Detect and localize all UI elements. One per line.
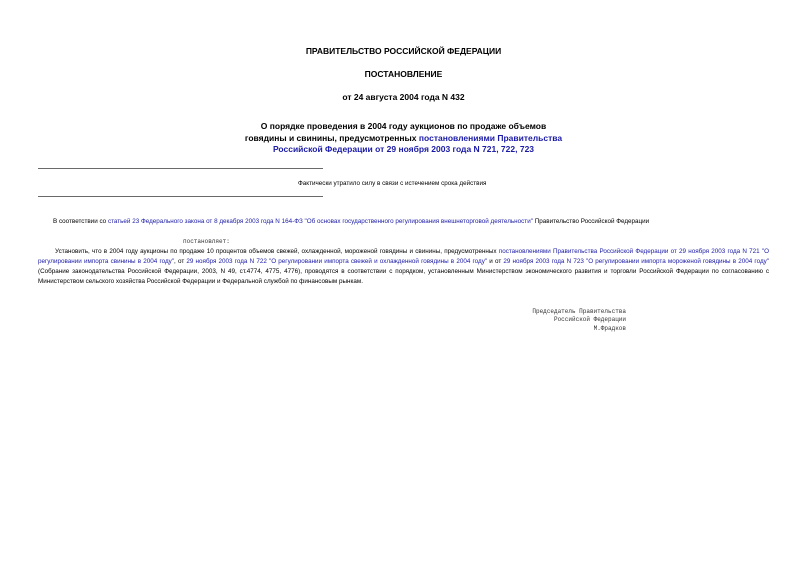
- resolution-721-link[interactable]: постановлениями Правительства Российской Федерации от 29 ноября 2003 года N 721 "О регулировании импорта свинины в 2004 году": [38, 248, 769, 265]
- title-link-resolutions-date[interactable]: Российской Федерации от 29 ноября 2003 года N 721, 722, 723: [272, 144, 535, 154]
- decree-word: постановляет:: [183, 238, 230, 245]
- divider-bottom: [38, 196, 323, 197]
- signature-country: Российской Федерации: [553, 316, 626, 324]
- document-type: ПОСТАНОВЛЕНИЕ: [364, 69, 443, 79]
- resolution-722-link[interactable]: 29 ноября 2003 года N 722 "О регулировании импорта свежей и охлажденной говядины в 2004 году": [186, 258, 488, 265]
- government-heading: ПРАВИТЕЛЬСТВО РОССИЙСКОЙ ФЕДЕРАЦИИ: [305, 46, 502, 56]
- title-text: говядины и свинины, предусмотренных: [244, 132, 419, 143]
- document-date-number: от 24 августа 2004 года N 432: [342, 92, 465, 102]
- title-line-1: О порядке проведения в 2004 году аукционов по продаже объемов: [260, 121, 547, 131]
- body-text-1: Установить, что в 2004 году аукционы по продаже 10 процентов объемов свежей, охлажденной, мороженой говядины и свинины, предусмотренных: [55, 248, 499, 255]
- signature-block: [516, 308, 626, 333]
- resolution-723-link[interactable]: 29 ноября 2003 года N 723 "О регулировании импорта мороженой говядины в 2004 году": [503, 258, 769, 265]
- divider-top: [38, 168, 323, 169]
- status-note: Фактически утратило силу в связи с истечением срока действия: [298, 180, 487, 187]
- preamble-paragraph: [53, 218, 649, 225]
- title-link-resolutions[interactable]: постановлениями Правительства: [418, 132, 563, 143]
- main-paragraph: [38, 247, 769, 287]
- signature-name: М.Фрадков: [593, 324, 626, 332]
- body-text-3: и от: [487, 258, 504, 265]
- law-article-link[interactable]: статьей 23 Федерального закона от 8 декабря 2003 года N 164-ФЗ "Об основах государственного регулирования внешнеторговой деятельности": [107, 218, 533, 225]
- body-text-2: , от: [174, 258, 187, 265]
- signature-position: Председатель Правительства: [532, 308, 626, 315]
- preamble-suffix: Правительство Российской Федерации: [532, 218, 650, 225]
- title-line-2: [0, 133, 807, 145]
- document-title: [0, 121, 807, 156]
- body-text-4: (Собрание законодательства Российской Федерации, 2003, N 49, ст.4774, 4775, 4776), проводятся в соответствии с порядком, установленным Министерством экономического развития и торговли Российской Федерации по согласованию с Министерством сельского хозяйства Российской Федерации и Федеральной службой по финансовым рынкам.: [38, 268, 769, 285]
- preamble-prefix: В соответствии со: [53, 218, 108, 225]
